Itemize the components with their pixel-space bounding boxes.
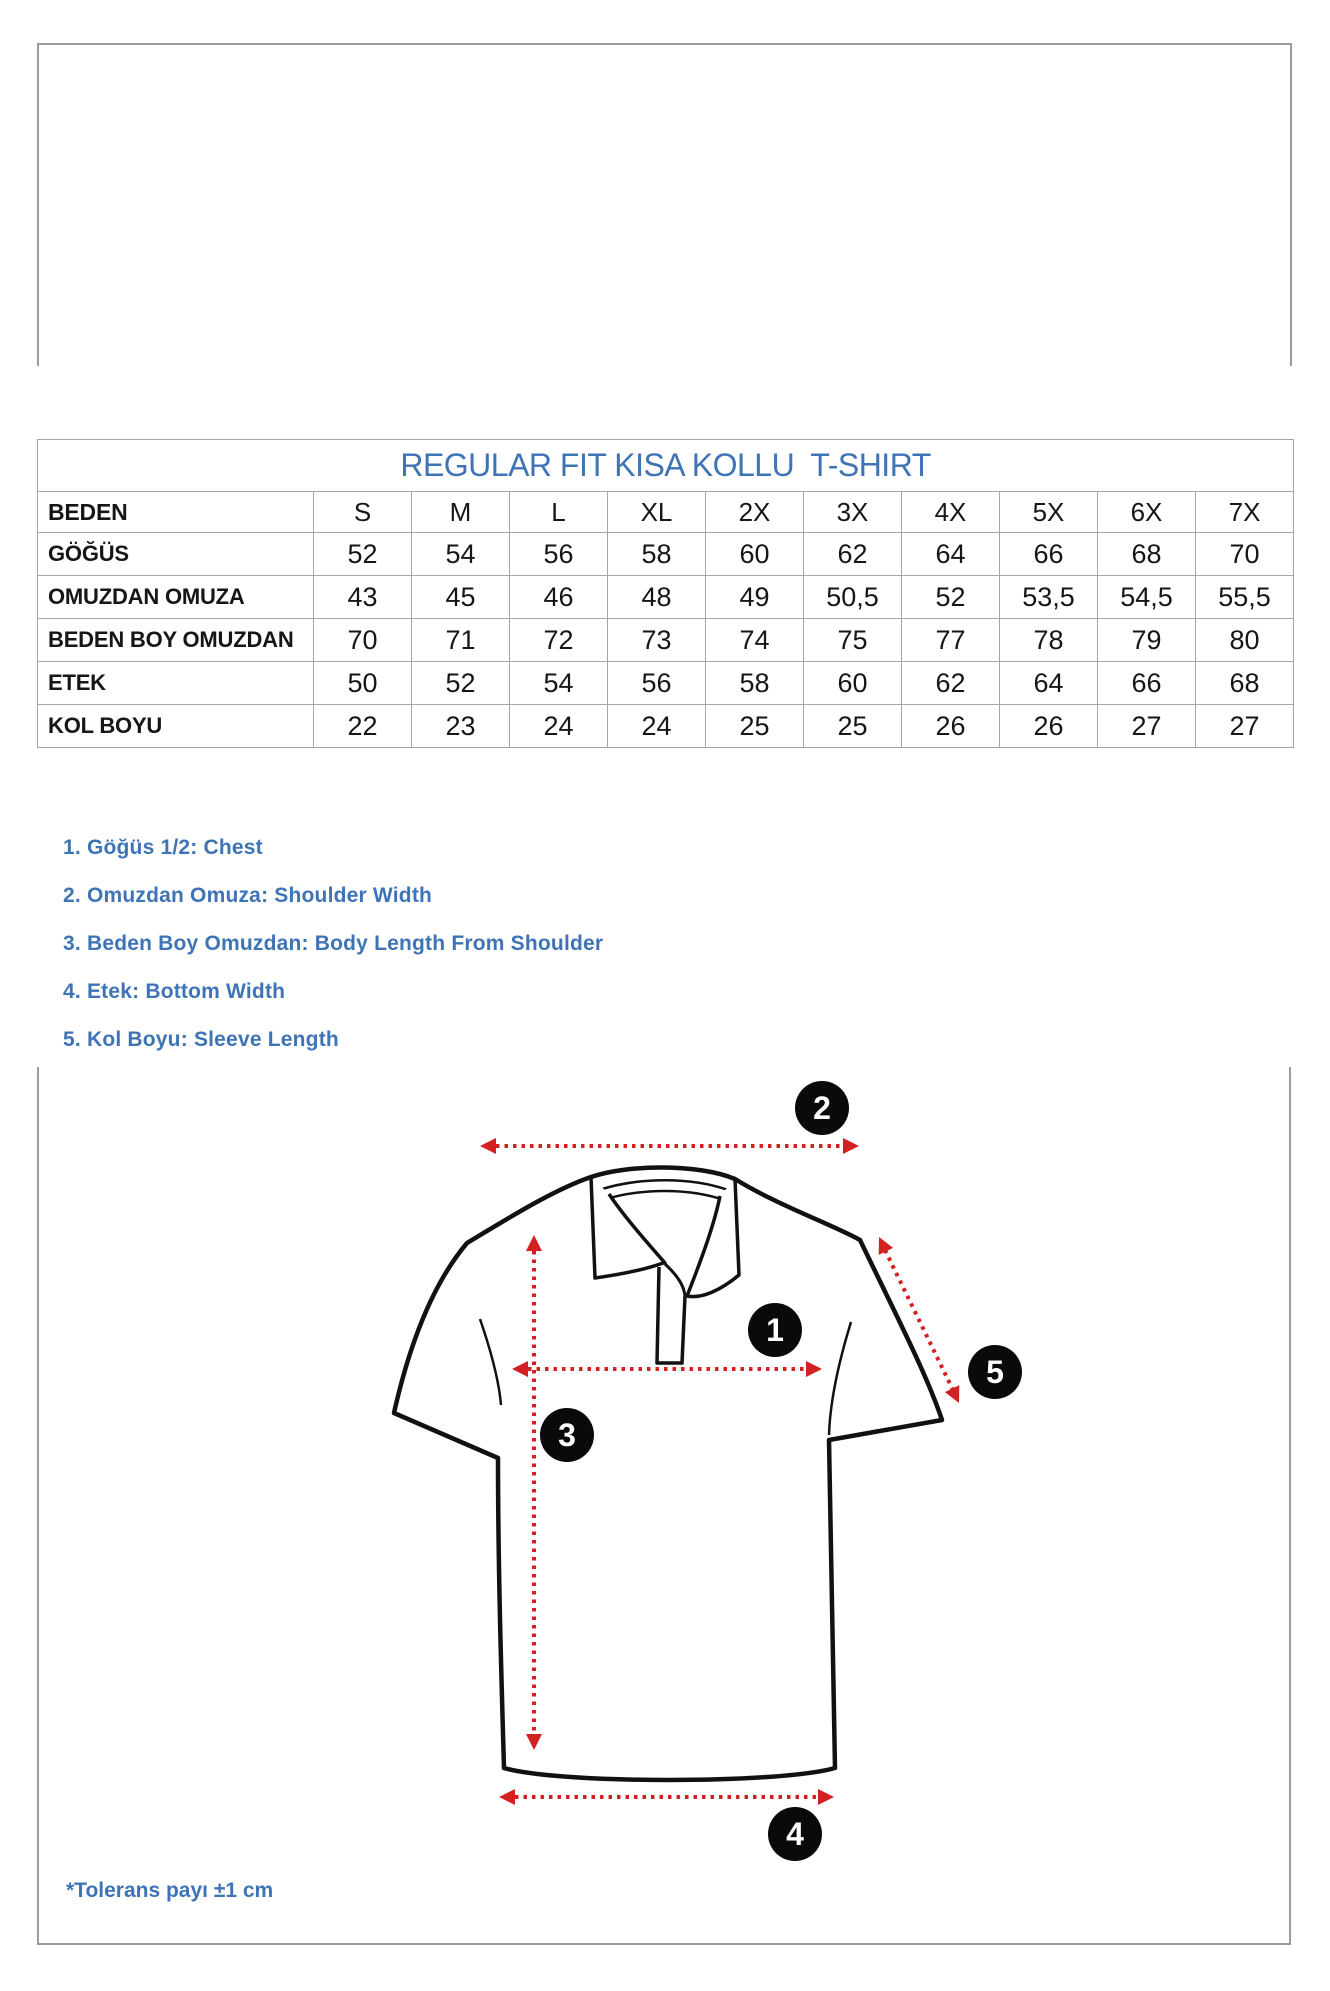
cell-value: 54 — [412, 533, 510, 576]
size-header: 3X — [804, 492, 902, 533]
marker-3 — [540, 1408, 594, 1462]
cell-value: 26 — [1000, 705, 1098, 748]
row-label: OMUZDAN OMUZA — [38, 576, 314, 619]
marker-4 — [768, 1807, 822, 1861]
marker-2 — [795, 1081, 849, 1135]
shirt-outline — [394, 1167, 942, 1780]
table-row-kol-boyu — [38, 705, 1294, 748]
cell-value: 27 — [1196, 705, 1294, 748]
row-label: KOL BOYU — [38, 705, 314, 748]
size-table — [37, 439, 1294, 748]
cell-value: 53,5 — [1000, 576, 1098, 619]
cell-value: 54 — [510, 662, 608, 705]
cell-value: 68 — [1196, 662, 1294, 705]
size-header: 7X — [1196, 492, 1294, 533]
polo-shirt-diagram — [39, 1067, 1293, 1945]
cell-value: 26 — [902, 705, 1000, 748]
header-label-beden: BEDEN — [38, 492, 314, 533]
cell-value: 49 — [706, 576, 804, 619]
cell-value: 27 — [1098, 705, 1196, 748]
cell-value: 24 — [510, 705, 608, 748]
cell-value: 77 — [902, 619, 1000, 662]
cell-value: 50,5 — [804, 576, 902, 619]
cell-value: 64 — [902, 533, 1000, 576]
measurement-legend — [63, 824, 603, 1064]
cell-value: 56 — [608, 662, 706, 705]
cell-value: 72 — [510, 619, 608, 662]
cell-value: 54,5 — [1098, 576, 1196, 619]
arrowhead — [480, 1138, 496, 1154]
cell-value: 58 — [608, 533, 706, 576]
cell-value: 56 — [510, 533, 608, 576]
row-label: BEDEN BOY OMUZDAN — [38, 619, 314, 662]
svg-text:4: 4 — [786, 1816, 804, 1852]
cell-value: 43 — [314, 576, 412, 619]
legend-item-body-length: 3. Beden Boy Omuzdan: Body Length From Shoulder — [63, 932, 604, 955]
size-table-title: REGULAR FIT KISA KOLLU T-SHIRT — [400, 447, 931, 483]
table-title-row — [38, 440, 1294, 492]
svg-text:3: 3 — [558, 1417, 576, 1453]
arrowhead — [818, 1789, 834, 1805]
cell-value: 22 — [314, 705, 412, 748]
row-label: GÖĞÜS — [38, 533, 314, 576]
cell-value: 60 — [706, 533, 804, 576]
cell-value: 62 — [804, 533, 902, 576]
cell-value: 48 — [608, 576, 706, 619]
svg-text:2: 2 — [813, 1090, 831, 1126]
top-empty-panel — [37, 43, 1292, 366]
size-header: 4X — [902, 492, 1000, 533]
cell-value: 66 — [1000, 533, 1098, 576]
diagram-panel — [37, 1067, 1291, 1945]
cell-value: 52 — [412, 662, 510, 705]
cell-value: 64 — [1000, 662, 1098, 705]
size-header: M — [412, 492, 510, 533]
table-header-row — [38, 492, 1294, 533]
cell-value: 25 — [804, 705, 902, 748]
cell-value: 70 — [314, 619, 412, 662]
tolerance-note: *Tolerans payı ±1 cm — [66, 1879, 274, 1902]
cell-value: 74 — [706, 619, 804, 662]
size-header: XL — [608, 492, 706, 533]
cell-value: 78 — [1000, 619, 1098, 662]
table-row-beden-boy — [38, 619, 1294, 662]
legend-item-sleeve-length: 5. Kol Boyu: Sleeve Length — [63, 1028, 339, 1051]
row-label: ETEK — [38, 662, 314, 705]
size-header: L — [510, 492, 608, 533]
cell-value: 80 — [1196, 619, 1294, 662]
table-row-omuzdan-omuza — [38, 576, 1294, 619]
cell-value: 55,5 — [1196, 576, 1294, 619]
legend-item-chest: 1. Göğüs 1/2: Chest — [63, 836, 263, 859]
svg-text:1: 1 — [766, 1312, 784, 1348]
cell-value: 66 — [1098, 662, 1196, 705]
size-header: 6X — [1098, 492, 1196, 533]
size-header: 5X — [1000, 492, 1098, 533]
cell-value: 79 — [1098, 619, 1196, 662]
cell-value: 68 — [1098, 533, 1196, 576]
cell-value: 23 — [412, 705, 510, 748]
marker-5 — [968, 1345, 1022, 1399]
size-header: S — [314, 492, 412, 533]
cell-value: 52 — [902, 576, 1000, 619]
cell-value: 71 — [412, 619, 510, 662]
cell-value: 75 — [804, 619, 902, 662]
arrowhead — [499, 1789, 515, 1805]
table-row-etek — [38, 662, 1294, 705]
cell-value: 52 — [314, 533, 412, 576]
cell-value: 24 — [608, 705, 706, 748]
cell-value: 46 — [510, 576, 608, 619]
cell-value: 60 — [804, 662, 902, 705]
legend-item-bottom-width: 4. Etek: Bottom Width — [63, 980, 286, 1003]
svg-text:5: 5 — [986, 1354, 1004, 1390]
legend-item-shoulder-width: 2. Omuzdan Omuza: Shoulder Width — [63, 884, 433, 907]
cell-value: 62 — [902, 662, 1000, 705]
cell-value: 58 — [706, 662, 804, 705]
marker-1 — [748, 1303, 802, 1357]
cell-value: 50 — [314, 662, 412, 705]
table-row-gogus — [38, 533, 1294, 576]
arrowhead — [843, 1138, 859, 1154]
cell-value: 45 — [412, 576, 510, 619]
cell-value: 73 — [608, 619, 706, 662]
size-header: 2X — [706, 492, 804, 533]
cell-value: 25 — [706, 705, 804, 748]
cell-value: 70 — [1196, 533, 1294, 576]
